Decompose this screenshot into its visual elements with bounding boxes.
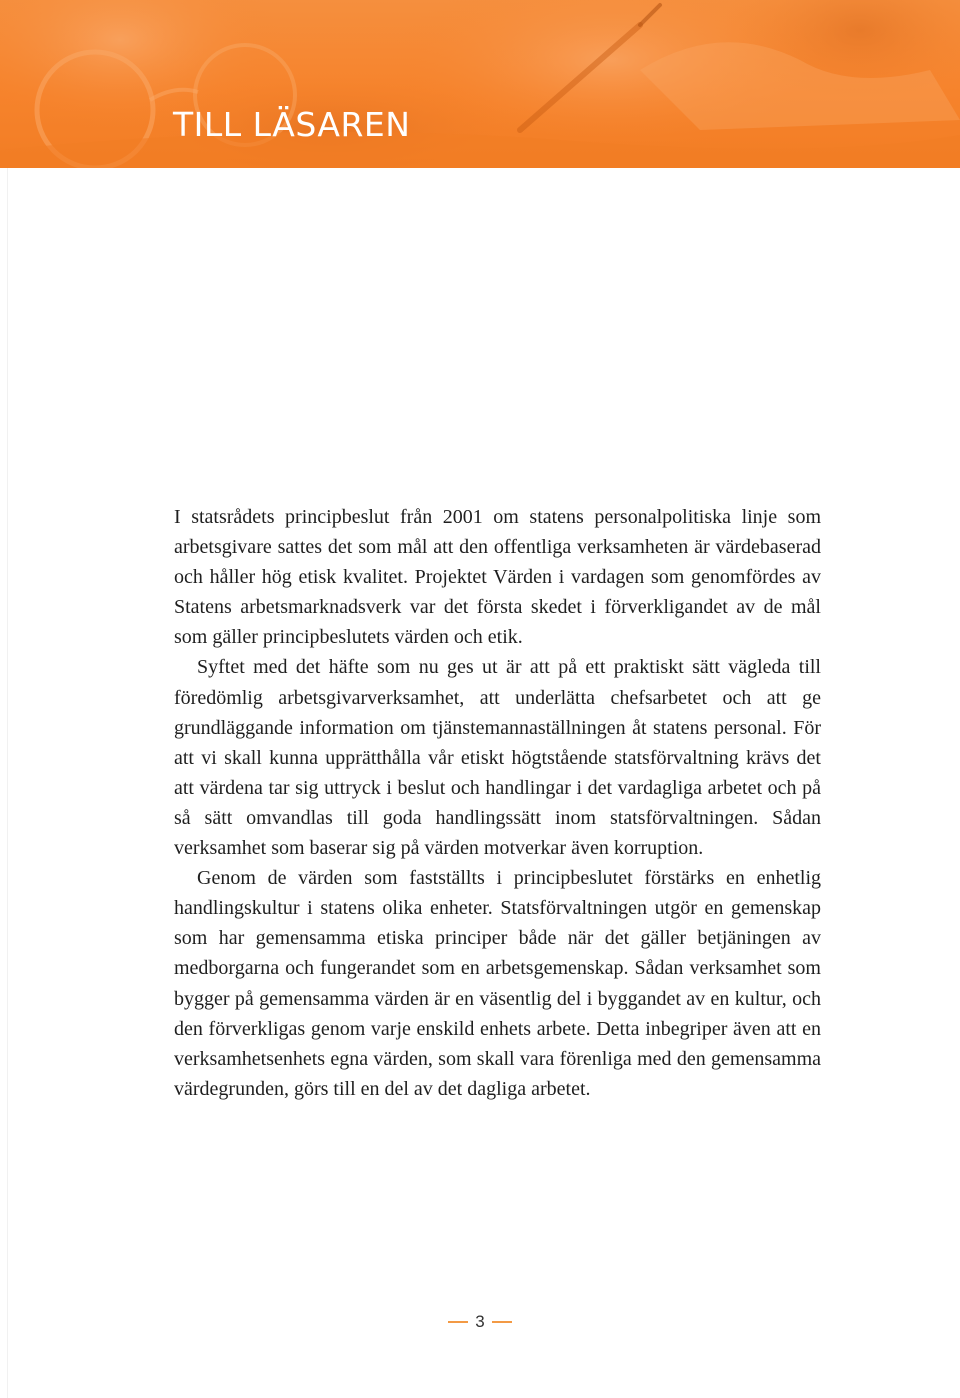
paragraph-2: Syftet med det häfte som nu ges ut är att på ett praktiskt sätt vägleda till föredömlig arbetsgivarverksamhet, att underlätta chefsarbetet och att ge grundläggande information om tjänstemannaställningen åt statens personal. För att vi skall kunna upprätthålla vår etiskt högtstående statsförvaltning krävs det att värdena tar sig uttryck i beslut och handlingar i det vardagliga arbetet och på så sätt omvandlas till goda handlingssätt inom statsförvaltningen. Sådan verksamhet som baserar sig på värden motverkar även korruption. xyxy=(174,656,821,860)
paragraph-1: I statsrådets principbeslut från 2001 om statens personalpolitiska linje som arbetsgivare sattes det som mål att den offentliga verksamheten är värdebaserad och håller hög etisk kvalitet. Projektet Värden i vardagen som genomfördes av Statens arbetsmarknadsverk var det första skedet i förverkligandet av de mål som gäller principbeslutets värden och etik. xyxy=(174,506,821,649)
page-edge-divider xyxy=(7,168,8,1398)
footer-dash-left xyxy=(448,1321,468,1323)
paragraph-3: Genom de värden som fastställts i principbeslutet förstärks en enhetlig handlingskultur i statens olika enheter. Statsförvaltningen utgör en gemenskap som har gemensamma etiska principer både när det gäller betjäningen av medborgarna och fungerandet som en arbetsgemenskap. Sådan verksamhet som bygger på gemensamma värden är en väsentlig del i byggandet av en kultur, och den förverkligas genom varje enskild enhets arbete. Detta inbegriper även att en verksamhetsenhets egna värden, som skall vara förenliga med den gemensamma värdegrunden, görs till en del av det dagliga arbetet. xyxy=(174,867,821,1100)
page-number: 3 xyxy=(475,1312,485,1331)
page-footer xyxy=(0,1309,960,1335)
banner-photo-image xyxy=(0,0,960,168)
body-text xyxy=(174,502,821,1104)
page-title: TILL LÄSAREN xyxy=(173,105,411,144)
header-banner xyxy=(0,0,960,168)
footer-dash-right xyxy=(492,1321,512,1323)
